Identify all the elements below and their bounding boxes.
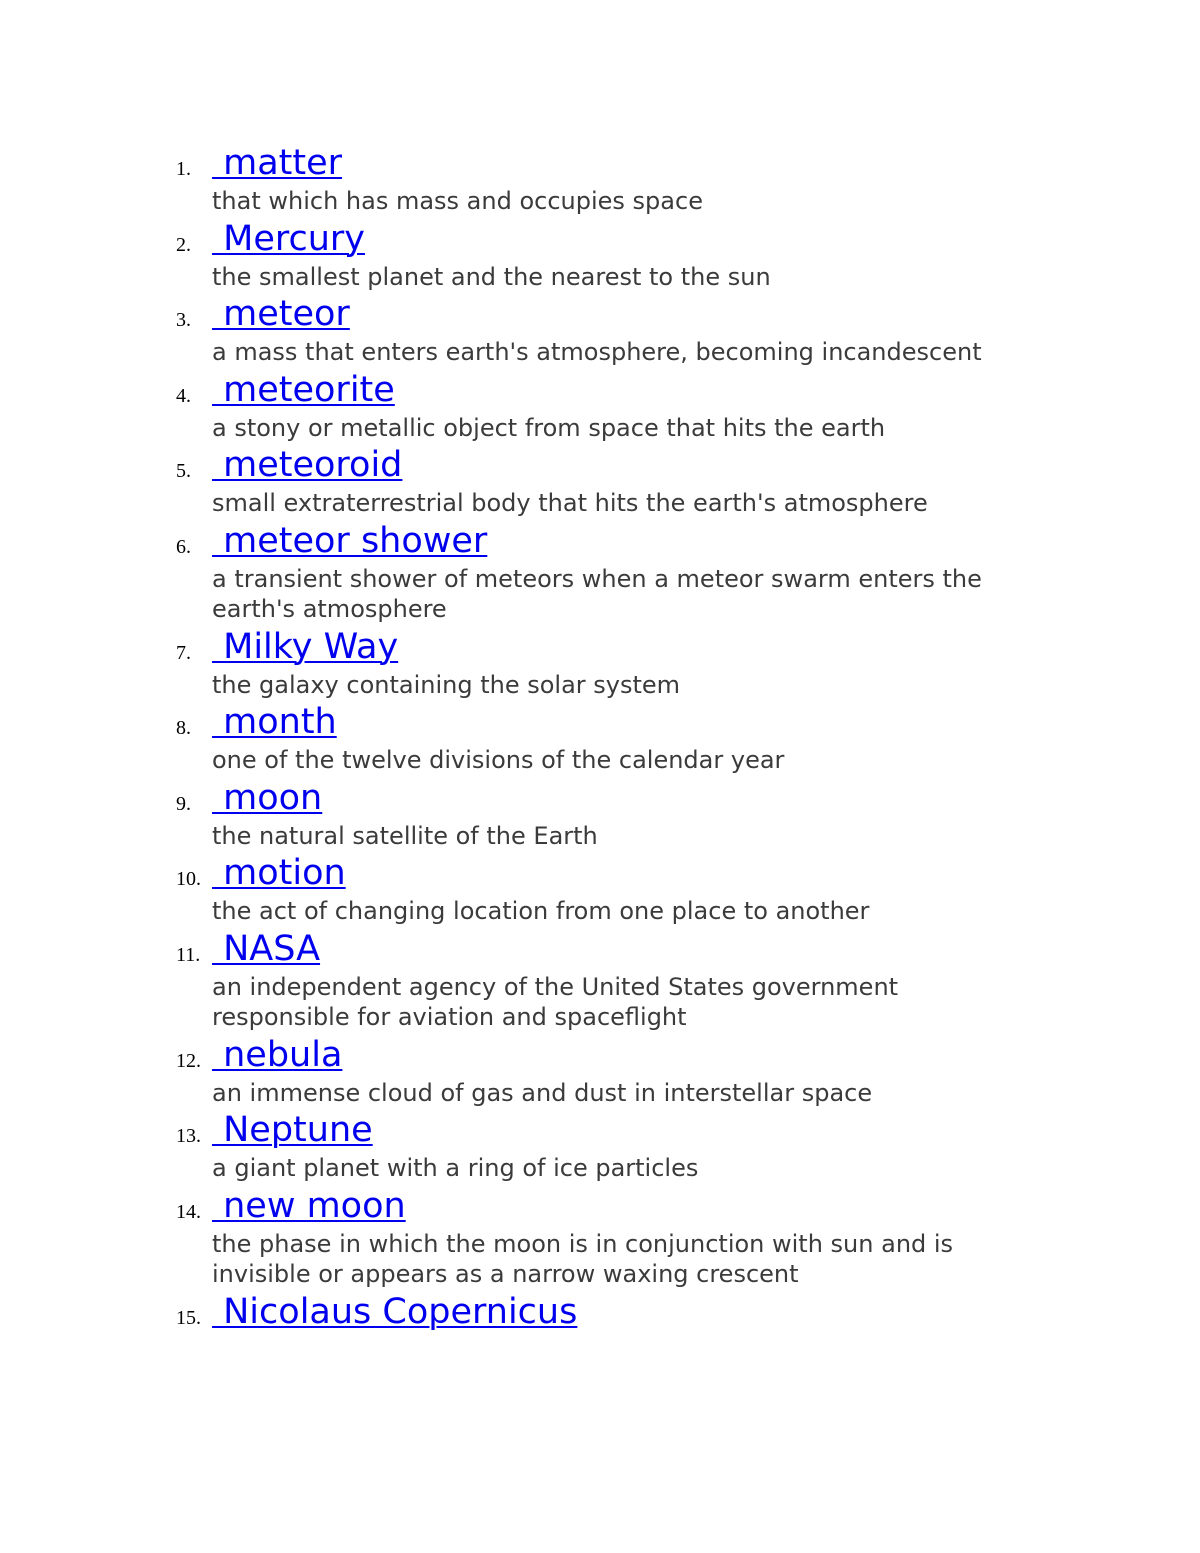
term-definition: one of the twelve divisions of the calendar year xyxy=(212,746,785,774)
term-link[interactable]: meteor shower xyxy=(212,520,488,561)
list-item xyxy=(0,625,1200,701)
term-definition: the act of changing location from one place to another xyxy=(212,897,870,925)
term-definition: a transient shower of meteors when a meteor swarm enters the earth's atmosphere xyxy=(212,564,982,623)
list-item xyxy=(0,700,1200,776)
term-definition: the natural satellite of the Earth xyxy=(212,821,598,850)
term-link[interactable]: NASA xyxy=(212,928,321,969)
list-item xyxy=(0,1033,1200,1109)
list-item xyxy=(0,927,1200,1033)
item-number: 5. xyxy=(176,460,191,482)
term-link[interactable]: nebula xyxy=(212,1034,343,1075)
item-number: 15. xyxy=(176,1306,201,1329)
term-link[interactable]: Neptune xyxy=(212,1110,373,1150)
list-item xyxy=(0,1184,1200,1290)
item-number: 12. xyxy=(176,1049,201,1072)
item-number: 7. xyxy=(176,641,191,664)
term-definition: a giant planet with a ring of ice particles xyxy=(212,1154,699,1182)
list-item xyxy=(0,851,1200,927)
term-link[interactable]: new moon xyxy=(212,1185,406,1226)
item-number: 9. xyxy=(176,792,191,815)
term-link[interactable]: meteorite xyxy=(212,369,395,410)
term-definition: a stony or metallic object from space that hits the earth xyxy=(212,413,886,442)
term-definition: an independent agency of the United States government responsible for aviation and spaceflight xyxy=(212,972,899,1031)
list-item xyxy=(0,141,1200,217)
term-link[interactable]: motion xyxy=(212,853,346,893)
term-link[interactable]: meteoroid xyxy=(212,445,403,485)
item-number: 3. xyxy=(176,309,191,331)
item-number: 4. xyxy=(176,384,191,407)
term-link[interactable]: meteor xyxy=(212,294,350,334)
term-link[interactable]: month xyxy=(212,702,337,742)
list-item xyxy=(0,1108,1200,1184)
term-definition: the smallest planet and the nearest to the sun xyxy=(212,262,771,291)
term-definition: the phase in which the moon is in conjunction with sun and is invisible or appears as a narrow waxing crescent xyxy=(212,1229,954,1288)
item-number: 14. xyxy=(176,1200,201,1223)
vocabulary-list xyxy=(0,141,1200,1335)
term-link[interactable]: moon xyxy=(212,777,323,818)
list-item xyxy=(0,292,1200,368)
term-definition: a mass that enters earth's atmosphere, becoming incandescent xyxy=(212,338,982,366)
term-link[interactable]: matter xyxy=(212,143,343,183)
list-item xyxy=(0,368,1200,444)
item-number: 8. xyxy=(176,717,191,739)
term-link[interactable]: Milky Way xyxy=(212,626,399,667)
item-number: 1. xyxy=(176,158,191,180)
item-number: 11. xyxy=(176,943,201,966)
list-item xyxy=(0,443,1200,519)
item-number: 10. xyxy=(176,868,201,890)
term-link[interactable]: Mercury xyxy=(212,218,366,259)
list-item xyxy=(0,776,1200,852)
item-number: 13. xyxy=(176,1125,201,1147)
item-number: 6. xyxy=(176,535,191,558)
item-number: 2. xyxy=(176,233,191,256)
list-item xyxy=(0,519,1200,625)
term-link[interactable]: Nicolaus Copernicus xyxy=(212,1291,578,1332)
term-definition: an immense cloud of gas and dust in interstellar space xyxy=(212,1078,873,1107)
term-definition: the galaxy containing the solar system xyxy=(212,670,681,699)
list-item xyxy=(0,1290,1200,1335)
term-definition: that which has mass and occupies space xyxy=(212,187,703,215)
list-item xyxy=(0,217,1200,293)
term-definition: small extraterrestrial body that hits the earth's atmosphere xyxy=(212,489,928,517)
